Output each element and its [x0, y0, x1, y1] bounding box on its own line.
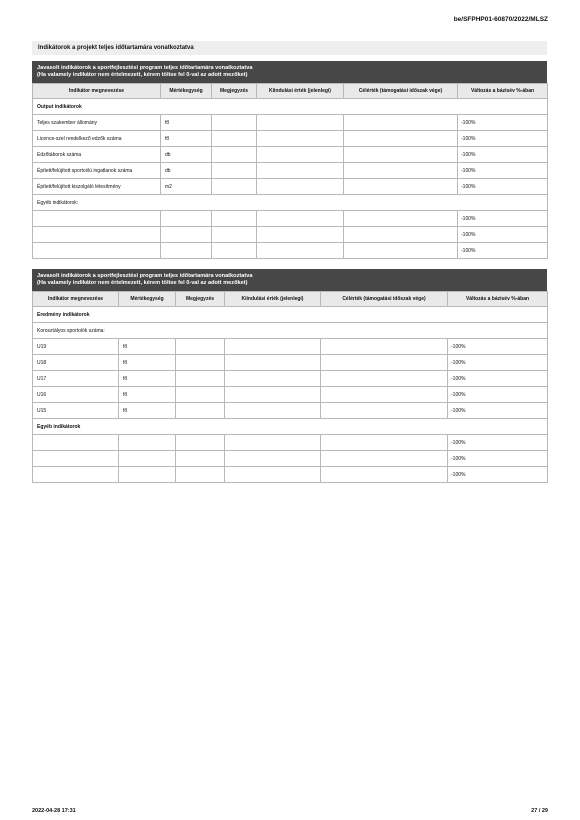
column-header: Célérték (támogatási időszak vége)	[321, 292, 448, 307]
change-cell: -100%	[448, 371, 548, 387]
target-cell[interactable]	[344, 115, 458, 131]
indicator-name[interactable]	[33, 467, 119, 483]
page-number: 27 / 29	[531, 808, 548, 814]
target-cell[interactable]	[321, 371, 448, 387]
change-cell: -100%	[458, 147, 548, 163]
table-row	[33, 403, 548, 419]
change-cell: -100%	[448, 403, 548, 419]
table-row	[33, 227, 548, 243]
column-header: Megjegyzés	[212, 84, 257, 99]
unit-cell: fő	[161, 131, 212, 147]
indicator-name[interactable]	[33, 211, 161, 227]
change-cell: -100%	[448, 467, 548, 483]
change-cell: -100%	[448, 451, 548, 467]
baseline-cell[interactable]	[225, 403, 321, 419]
note-cell[interactable]	[176, 467, 225, 483]
unit-cell[interactable]	[161, 243, 212, 259]
column-header: Mértékegység	[161, 84, 212, 99]
note-cell[interactable]	[212, 147, 257, 163]
unit-cell: fő	[119, 387, 176, 403]
table2-column-headers	[33, 292, 548, 307]
indicator-name: U16	[33, 387, 119, 403]
group-label: Eredmény indikátorok	[33, 307, 548, 323]
baseline-cell[interactable]	[257, 163, 344, 179]
change-cell: -100%	[458, 115, 548, 131]
target-cell[interactable]	[321, 451, 448, 467]
subgroup-label: Korosztályos sportolók száma:	[33, 323, 548, 339]
column-header: Célérték (támogatási időszak vége)	[344, 84, 458, 99]
target-cell[interactable]	[344, 147, 458, 163]
indicator-name: Edzőtáborok száma	[33, 147, 161, 163]
target-cell[interactable]	[344, 227, 458, 243]
column-header: Indikátor megnevezése	[33, 292, 119, 307]
target-cell[interactable]	[344, 211, 458, 227]
unit-cell: db	[161, 147, 212, 163]
target-cell[interactable]	[344, 163, 458, 179]
table1-header-line2: (Ha valamely indikátor nem értelmezett, kérem töltse fel 0-val az adott mezőket)	[37, 72, 248, 78]
group-label: Output indikátorok	[33, 99, 548, 115]
unit-cell: fő	[119, 339, 176, 355]
target-cell[interactable]	[321, 387, 448, 403]
unit-cell[interactable]	[161, 211, 212, 227]
table1-column-headers	[33, 84, 548, 99]
baseline-cell[interactable]	[257, 115, 344, 131]
change-cell: -100%	[458, 179, 548, 195]
section-heading: Indikátorok a projekt teljes időtartamára vonatkoztatva	[32, 41, 547, 55]
indicator-name[interactable]	[33, 451, 119, 467]
note-cell[interactable]	[212, 211, 257, 227]
indicator-name: Épített/felújított kiszolgáló létesítmény	[33, 179, 161, 195]
unit-cell[interactable]	[161, 227, 212, 243]
note-cell[interactable]	[212, 227, 257, 243]
note-cell[interactable]	[176, 387, 225, 403]
column-header: Indikátor megnevezése	[33, 84, 161, 99]
change-cell: -100%	[458, 163, 548, 179]
table-row	[33, 339, 548, 355]
unit-cell[interactable]	[119, 451, 176, 467]
baseline-cell[interactable]	[225, 371, 321, 387]
indicator-name: U18	[33, 355, 119, 371]
baseline-cell[interactable]	[257, 131, 344, 147]
unit-cell: fő	[119, 355, 176, 371]
baseline-cell[interactable]	[257, 227, 344, 243]
change-cell: -100%	[458, 131, 548, 147]
note-cell[interactable]	[176, 355, 225, 371]
note-cell[interactable]	[212, 179, 257, 195]
indicator-name[interactable]	[33, 227, 161, 243]
table-row	[33, 211, 548, 227]
note-cell[interactable]	[212, 131, 257, 147]
baseline-cell[interactable]	[257, 147, 344, 163]
column-header: Kiindulási érték (jelenlegi)	[225, 292, 321, 307]
note-cell[interactable]	[176, 451, 225, 467]
change-cell: -100%	[448, 435, 548, 451]
indicator-name: U15	[33, 403, 119, 419]
table-row	[33, 387, 548, 403]
table1-header	[32, 61, 547, 83]
baseline-cell[interactable]	[257, 243, 344, 259]
change-cell: -100%	[448, 339, 548, 355]
table1-header-line1: Javasolt indikátorok a sportfejlesztési program teljes időtartamára vonatkoztatva	[37, 65, 253, 71]
table-row	[33, 131, 548, 147]
baseline-cell[interactable]	[225, 435, 321, 451]
group-row	[33, 307, 548, 323]
column-header: Megjegyzés	[176, 292, 225, 307]
indicator-name: U19	[33, 339, 119, 355]
group-label: Egyéb indikátorok:	[33, 195, 548, 211]
unit-cell: fő	[161, 115, 212, 131]
output-indicators-block	[32, 61, 547, 259]
table-row	[33, 355, 548, 371]
unit-cell: fő	[119, 403, 176, 419]
note-cell[interactable]	[212, 115, 257, 131]
note-cell[interactable]	[176, 371, 225, 387]
baseline-cell[interactable]	[225, 451, 321, 467]
table-row	[33, 115, 548, 131]
indicator-name: U17	[33, 371, 119, 387]
table-row	[33, 147, 548, 163]
table-row	[33, 371, 548, 387]
target-cell[interactable]	[321, 355, 448, 371]
baseline-cell[interactable]	[257, 211, 344, 227]
change-cell: -100%	[448, 355, 548, 371]
table-row	[33, 243, 548, 259]
baseline-cell[interactable]	[225, 387, 321, 403]
group-row	[33, 99, 548, 115]
unit-cell: db	[161, 163, 212, 179]
unit-cell[interactable]	[119, 467, 176, 483]
table2-header-line2: (Ha valamely indikátor nem értelmezett, kérem töltse fel 0-val az adott mezőket)	[37, 280, 248, 286]
change-cell: -100%	[458, 243, 548, 259]
table-row	[33, 163, 548, 179]
change-cell: -100%	[448, 387, 548, 403]
note-cell[interactable]	[176, 339, 225, 355]
result-indicators-block	[32, 269, 547, 483]
indicator-name[interactable]	[33, 435, 119, 451]
footer-timestamp: 2022-04-28 17:31	[32, 808, 76, 814]
column-header: Változás a bázisév %-ában	[458, 84, 548, 99]
group-row	[33, 419, 548, 435]
result-indicators-table	[32, 291, 548, 483]
target-cell[interactable]	[321, 339, 448, 355]
column-header: Változás a bázisév %-ában	[448, 292, 548, 307]
column-header: Mértékegység	[119, 292, 176, 307]
target-cell[interactable]	[344, 179, 458, 195]
table-row	[33, 179, 548, 195]
change-cell: -100%	[458, 211, 548, 227]
table-row	[33, 467, 548, 483]
note-cell[interactable]	[176, 403, 225, 419]
indicator-name: Teljes szakember állomány	[33, 115, 161, 131]
output-indicators-table	[32, 83, 548, 259]
document-id: be/SFPHP01-60870/2022/MLSZ	[453, 16, 548, 23]
unit-cell[interactable]	[119, 435, 176, 451]
baseline-cell[interactable]	[257, 179, 344, 195]
target-cell[interactable]	[344, 131, 458, 147]
indicator-name: Licence-szel rendelkező edzők száma	[33, 131, 161, 147]
indicator-name: Épített/felújított sportcélú ingatlanok száma	[33, 163, 161, 179]
group-label: Egyéb indikátorok	[33, 419, 548, 435]
baseline-cell[interactable]	[225, 339, 321, 355]
column-header: Kiindulási érték (jelenlegi)	[257, 84, 344, 99]
note-cell[interactable]	[176, 435, 225, 451]
change-cell: -100%	[458, 227, 548, 243]
unit-cell: m2	[161, 179, 212, 195]
target-cell[interactable]	[344, 243, 458, 259]
target-cell[interactable]	[321, 467, 448, 483]
target-cell[interactable]	[321, 403, 448, 419]
baseline-cell[interactable]	[225, 467, 321, 483]
table2-header	[32, 269, 547, 291]
target-cell[interactable]	[321, 435, 448, 451]
indicator-name[interactable]	[33, 243, 161, 259]
table-row	[33, 451, 548, 467]
baseline-cell[interactable]	[225, 355, 321, 371]
unit-cell: fő	[119, 371, 176, 387]
note-cell[interactable]	[212, 243, 257, 259]
table2-header-line1: Javasolt indikátorok a sportfejlesztési program teljes időtartamára vonatkoztatva	[37, 273, 253, 279]
table-row	[33, 435, 548, 451]
subgroup-row	[33, 323, 548, 339]
group-row	[33, 195, 548, 211]
note-cell[interactable]	[212, 163, 257, 179]
